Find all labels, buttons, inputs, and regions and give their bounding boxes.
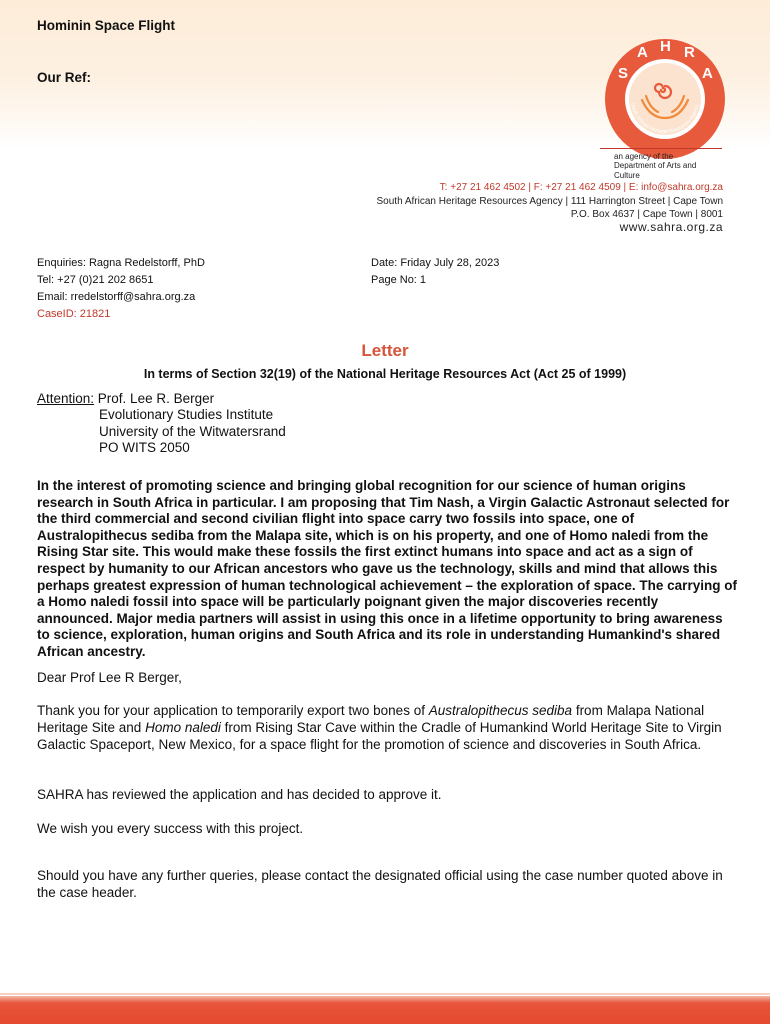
species-name: Australopithecus sediba xyxy=(428,703,573,718)
contact-po-box: P.O. Box 4637 | Cape Town | 8001 xyxy=(570,209,723,220)
logo-letter-a2: A xyxy=(702,65,713,82)
enquiries-email: Email: rredelstorff@sahra.org.za xyxy=(37,291,196,303)
letter-subtitle: In terms of Section 32(19) of the National Heritage Resources Act (Act 25 of 1999) xyxy=(143,367,627,381)
salutation: Dear Prof Lee R Berger, xyxy=(37,670,182,685)
body-paragraph-3: We wish you every success with this project. xyxy=(37,821,304,836)
recipient-address xyxy=(99,407,286,457)
enquiries-block xyxy=(37,255,205,323)
species-name: Homo naledi xyxy=(145,720,221,735)
document-title: Hominin Space Flight xyxy=(37,18,176,33)
our-ref-label: Our Ref: xyxy=(37,70,91,85)
case-id: CaseID: 21821 xyxy=(37,308,111,320)
body-paragraph-4: Should you have any further queries, please contact the designated official using the case number quoted above in the case header. xyxy=(37,868,723,900)
address-line: University of the Witwatersrand xyxy=(99,423,286,439)
logo-letter-h: H xyxy=(660,38,671,55)
contact-phone-email: T: +27 21 462 4502 | F: +27 21 462 4509 | E: info@sahra.org.za xyxy=(439,182,723,193)
agency-divider xyxy=(600,148,722,149)
page-number: Page No: 1 xyxy=(371,274,427,286)
enquiries-tel: Tel: +27 (0)21 202 8651 xyxy=(37,274,154,286)
body-paragraph-2: SAHRA has reviewed the application and has decided to approve it. xyxy=(37,787,442,802)
agency-line-2: Department of Arts and Culture xyxy=(614,161,697,180)
body-paragraph-1 xyxy=(37,702,737,753)
p1-text-b: from Malapa National Heritage Site and xyxy=(37,703,705,735)
address-line: Evolutionary Studies Institute xyxy=(99,407,274,422)
date-block xyxy=(371,255,499,289)
contact-website: www.sahra.org.za xyxy=(619,220,723,234)
contact-street-address: South African Heritage Resources Agency | 111 Harrington Street | Cape Town xyxy=(376,196,723,207)
attention-label: Attention: xyxy=(37,391,95,406)
attention-name: Prof. Lee R. Berger xyxy=(94,391,215,406)
logo-letter-r: R xyxy=(684,44,695,61)
logo-letter-s: S xyxy=(618,65,629,82)
sahra-logo xyxy=(604,38,726,160)
p1-text-c: from Rising Star Cave within the Cradle of Humankind World Heritage Site to Virgin Galactic Spaceport, New Mexico, for a space flight for the promotion of science and discoveries in South Africa. xyxy=(37,720,722,752)
footer-band xyxy=(0,996,770,1024)
footer-divider xyxy=(0,993,770,995)
p1-text-a: Thank you for your application to temporarily export two bones of xyxy=(37,703,429,718)
letter-date: Date: Friday July 28, 2023 xyxy=(371,257,500,269)
logo-ring-text: South African Heritage Resources Agency xyxy=(629,102,701,136)
proposal-paragraph: In the interest of promoting science and bringing global recognition for our science of human origins research in South Africa in particular. I am proposing that Tim Nash, a Virgin Galactic Astronaut selected for the third commercial and second civilian flight into space carry two fossils into space, one of Australopithecus sediba from the Malapa site, which is on his property, and one of Homo naledi from the Rising Star site. This would make these fossils the first extinct humans into space and act as a sign of respect by humanity to our African ancestors who gave us the technology, skills and mind that allows this perhaps greatest expression of human technological achievement – the exploration of space. The carrying of a Homo naledi fossil into space will be particularly poignant given the major discoveries recently announced. Major media partners will assist in using this once in a lifetime opportunity to bring awareness to science, exploration, human origins and South Africa and its role in understanding Humankind's shared African ancestry. xyxy=(37,478,737,659)
letter-heading: Letter xyxy=(361,341,409,360)
enquiries-name: Enquiries: Ragna Redelstorff, PhD xyxy=(37,257,205,269)
logo-letter-a1: A xyxy=(637,44,648,61)
address-line: PO WITS 2050 xyxy=(99,440,190,455)
agency-line-1: an agency of the xyxy=(614,152,674,161)
attention-line xyxy=(37,390,214,407)
